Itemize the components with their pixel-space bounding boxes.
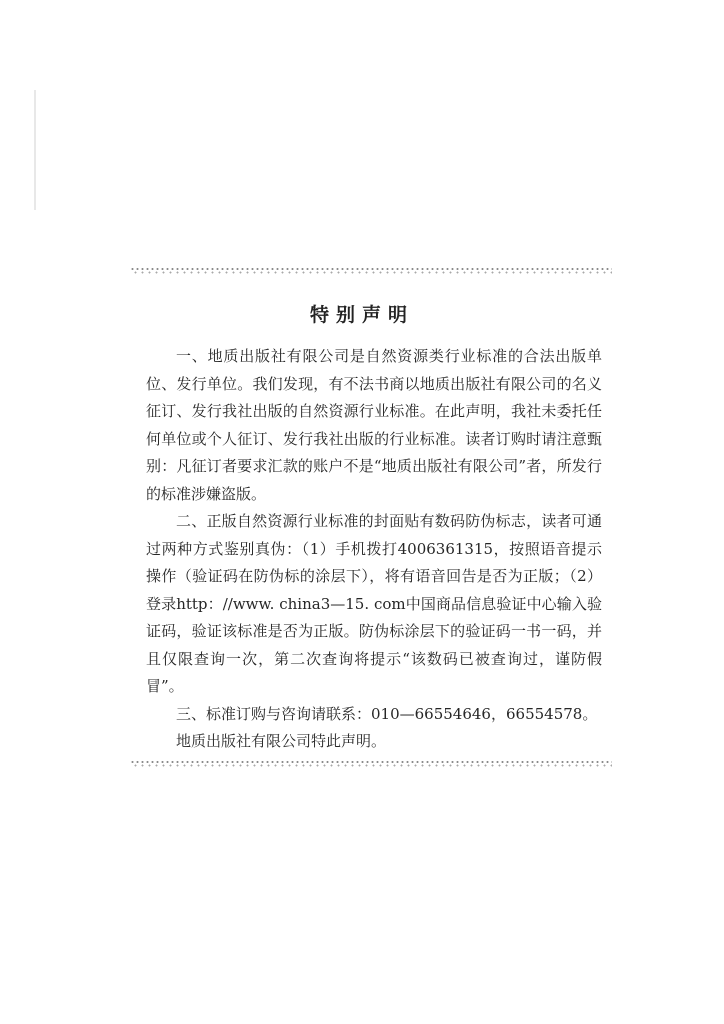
paragraph-1: 一、地质出版社有限公司是自然资源类行业标准的合法出版单位、发行单位。我们发现，有不法书商以地质出版社有限公司的名义征订、发行我社出版的自然资源行业标准。在此声明，我社未委托任何单位或个人征订、发行我社出版的行业标准。读者订购时请注意甄别：凡征订者要求汇款的账户不是“地质出版社有限公司”者，所发行的标准涉嫌盗版。 xyxy=(146,347,602,503)
paragraph-2: 二、正版自然资源行业标准的封面贴有数码防伪标志，读者可通过两种方式鉴别真伪：（1）手机拨打4006361315，按照语音提示操作（验证码在防伪标的涂层下），将有语音回告是否为正版；（2）登录http：//www. china3—15. com中国商品信息验证中心输入验证码，验证该标准是否为正版。防伪标涂层下的验证码一书一码，并且仅限查询一次，第二次查询将提示“该数码已被查询过，谨防假冒”。 xyxy=(146,512,602,695)
page-title: 特别声明 xyxy=(309,304,414,326)
statement-body xyxy=(146,343,602,756)
bottom-ornamental-divider xyxy=(130,760,612,768)
scan-edge-mark xyxy=(34,90,36,210)
paragraph-4: 地质出版社有限公司特此声明。 xyxy=(176,732,387,750)
paragraph-3: 三、标准订购与咨询请联系：010—66554646，66554578。 xyxy=(176,704,598,723)
top-ornamental-divider xyxy=(130,267,612,275)
